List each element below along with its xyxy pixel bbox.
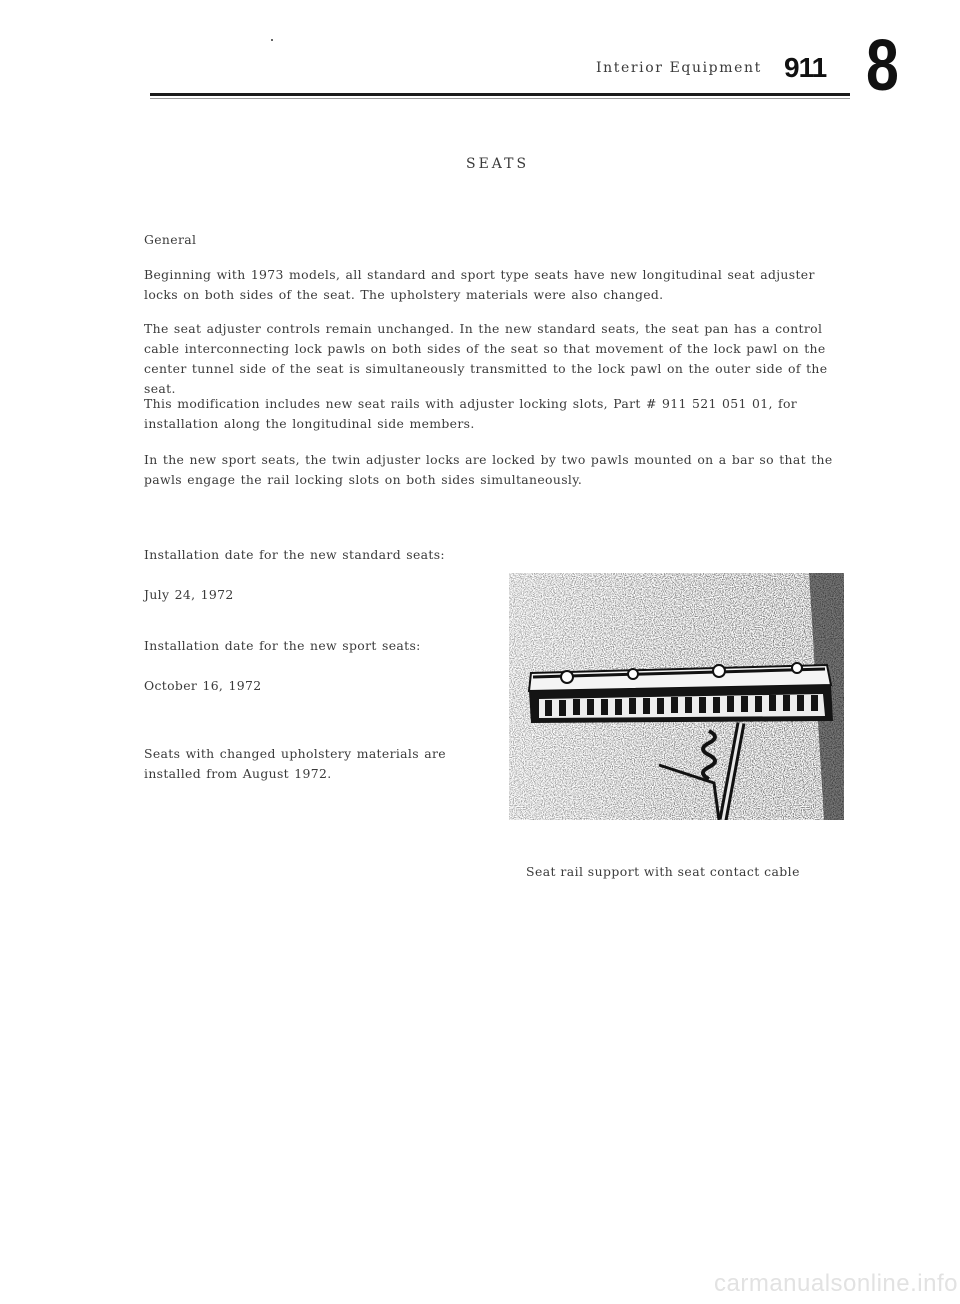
header-rule-secondary — [150, 98, 850, 99]
header-title: Interior Equipment — [596, 60, 762, 76]
sport-seat-install-date: October 16, 1972 — [144, 678, 262, 693]
sport-seat-install-label: Installation date for the new sport seats: — [144, 638, 421, 653]
scan-speck — [271, 39, 273, 41]
watermark: carmanualsonline.info — [714, 1270, 958, 1297]
body-paragraph — [144, 394, 844, 434]
paragraph-text: Beginning with 1973 models, all standard and sport type seats have new longitudinal seat adjuster locks on both sides of the seat. The upholstery materials were also changed. — [144, 267, 815, 302]
paragraph-text: In the new sport seats, the twin adjuster locks are locked by two pawls mounted on a bar so that the pawls engage the rail locking slots on both sides simultaneously. — [144, 452, 833, 487]
standard-seat-install-label: Installation date for the new standard seats: — [144, 547, 445, 562]
header-section-number: 8 — [866, 26, 899, 106]
figure-caption: Seat rail support with seat contact cable — [526, 864, 800, 879]
header-model-number: 911 — [784, 52, 827, 83]
body-paragraph — [144, 319, 844, 399]
section-title: SEATS — [466, 156, 530, 172]
standard-seat-install-date: July 24, 1972 — [144, 587, 234, 602]
header-rule — [150, 93, 850, 96]
body-paragraph — [144, 265, 844, 305]
upholstery-note: Seats with changed upholstery materials are installed from August 1972. — [144, 746, 446, 781]
subheading-general: General — [144, 232, 197, 247]
seat-rail-photo — [509, 573, 844, 820]
body-paragraph — [144, 450, 844, 490]
paragraph-text: The seat adjuster controls remain unchanged. In the new standard seats, the seat pan has a control cable interconnecting lock pawls on both sides of the seat so that movement of the lock pawl on the center tunnel side of the seat is simultaneously transmitted to the lock pawl on the outer side of the seat. — [144, 321, 828, 396]
paragraph-text: This modification includes new seat rails with adjuster locking slots, Part # 911 521 051 01, for installation along the longitudinal side members. — [144, 396, 798, 431]
seat-rail-assembly — [529, 663, 833, 723]
